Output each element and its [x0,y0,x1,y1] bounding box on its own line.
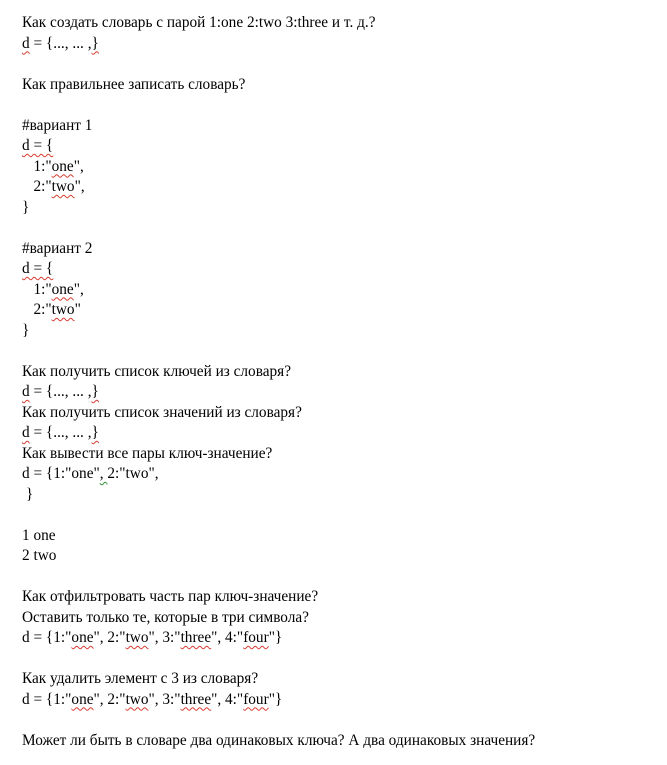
code-suffix: " [74,301,81,318]
code-prefix: 1:" [22,157,52,175]
output-line-2: 2 two [22,547,57,564]
code-prefix: 1:" [22,280,52,298]
variant-1-close: } [22,198,30,216]
blank-line [22,567,662,588]
variant-2-open [22,259,662,280]
code-word: two [125,690,149,708]
code-part: 2:"two", [107,465,159,482]
blank-line [22,341,662,362]
grammar-mark: , [99,465,108,482]
code-word: one [51,157,74,175]
code-word: four [243,690,269,708]
code-line-items-close: } [22,485,34,503]
code-part: ", 4:" [211,690,244,708]
blank-line [22,95,662,116]
code-word: one [71,629,94,646]
question-duplicates: Может ли быть в словаре два одинаковых ключа? А два одинаковых значения? [22,731,536,749]
code-part: ", 4:" [211,629,244,646]
question-items: Как вывести все пары ключ-значение? [22,444,273,462]
blank-line [22,649,662,670]
code-part: d = {1:" [22,629,72,646]
code-line-keys [22,382,662,403]
question-filter-detail: Оставить только те, которые в три символа? [22,608,309,626]
blank-line [22,710,662,731]
variant-2-item-1 [22,280,662,301]
code-part: ", 3:" [148,690,181,708]
code-line-items [22,464,662,485]
code-text: = {..., ... , [29,424,92,441]
code-word: two [51,301,75,318]
code-open: d = { [22,260,54,277]
code-word: one [51,280,74,298]
variant-2-close: } [22,321,30,339]
blank-line [22,54,662,75]
code-var-d: d [22,34,30,52]
code-suffix: ", [74,178,85,195]
code-text: = {..., ... , [29,34,92,52]
code-word: three [180,629,212,646]
code-line-filter [22,628,662,649]
code-part: d = {1:"one" [22,465,100,482]
code-part: ", 2:" [93,690,126,708]
code-suffix: ", [73,280,84,298]
code-part: d = {1:" [22,690,72,708]
variant-1-item-2 [22,177,662,198]
variant-2-item-2 [22,300,662,321]
code-part: ", 2:" [93,629,126,646]
code-part: "} [268,690,283,708]
code-open: d = { [22,137,54,154]
code-line-values [22,423,662,444]
code-word: two [125,629,149,646]
variant-1-open [22,136,662,157]
code-part: "} [268,629,283,646]
code-word: four [243,629,269,646]
code-close-brace: } [91,383,99,400]
code-close-brace: } [91,424,99,441]
code-prefix: 2:" [22,178,52,195]
question-write-dict: Как правильнее записать словарь? [22,75,246,93]
question-values: Как получить список значений из словаря? [22,403,302,421]
output-line-1: 1 one [22,526,56,544]
blank-line [22,505,662,526]
code-word: three [180,690,212,708]
code-var-d: d [22,424,30,441]
document-page [22,13,662,751]
code-text: = {..., ... , [29,383,92,400]
variant-2-comment: #вариант 2 [22,239,93,257]
code-word: two [51,178,75,195]
code-line-dict-placeholder [22,34,662,55]
question-filter: Как отфильтровать часть пар ключ-значение? [22,588,319,605]
question-create-dict: Как создать словарь с парой 1:one 2:two 3:three и т. д.? [22,14,376,31]
code-line-delete [22,690,662,711]
code-part: ", 3:" [148,629,181,646]
code-suffix: ", [73,157,84,175]
code-var-d: d [22,383,30,400]
blank-line [22,218,662,239]
variant-1-item-1 [22,157,662,178]
variant-1-comment: #вариант 1 [22,116,93,134]
code-prefix: 2:" [22,301,52,318]
question-delete: Как удалить элемент с 3 из словаря? [22,670,259,687]
question-keys: Как получить список ключей из словаря? [22,362,291,380]
code-word: one [71,690,94,708]
code-close-brace: } [91,34,99,52]
